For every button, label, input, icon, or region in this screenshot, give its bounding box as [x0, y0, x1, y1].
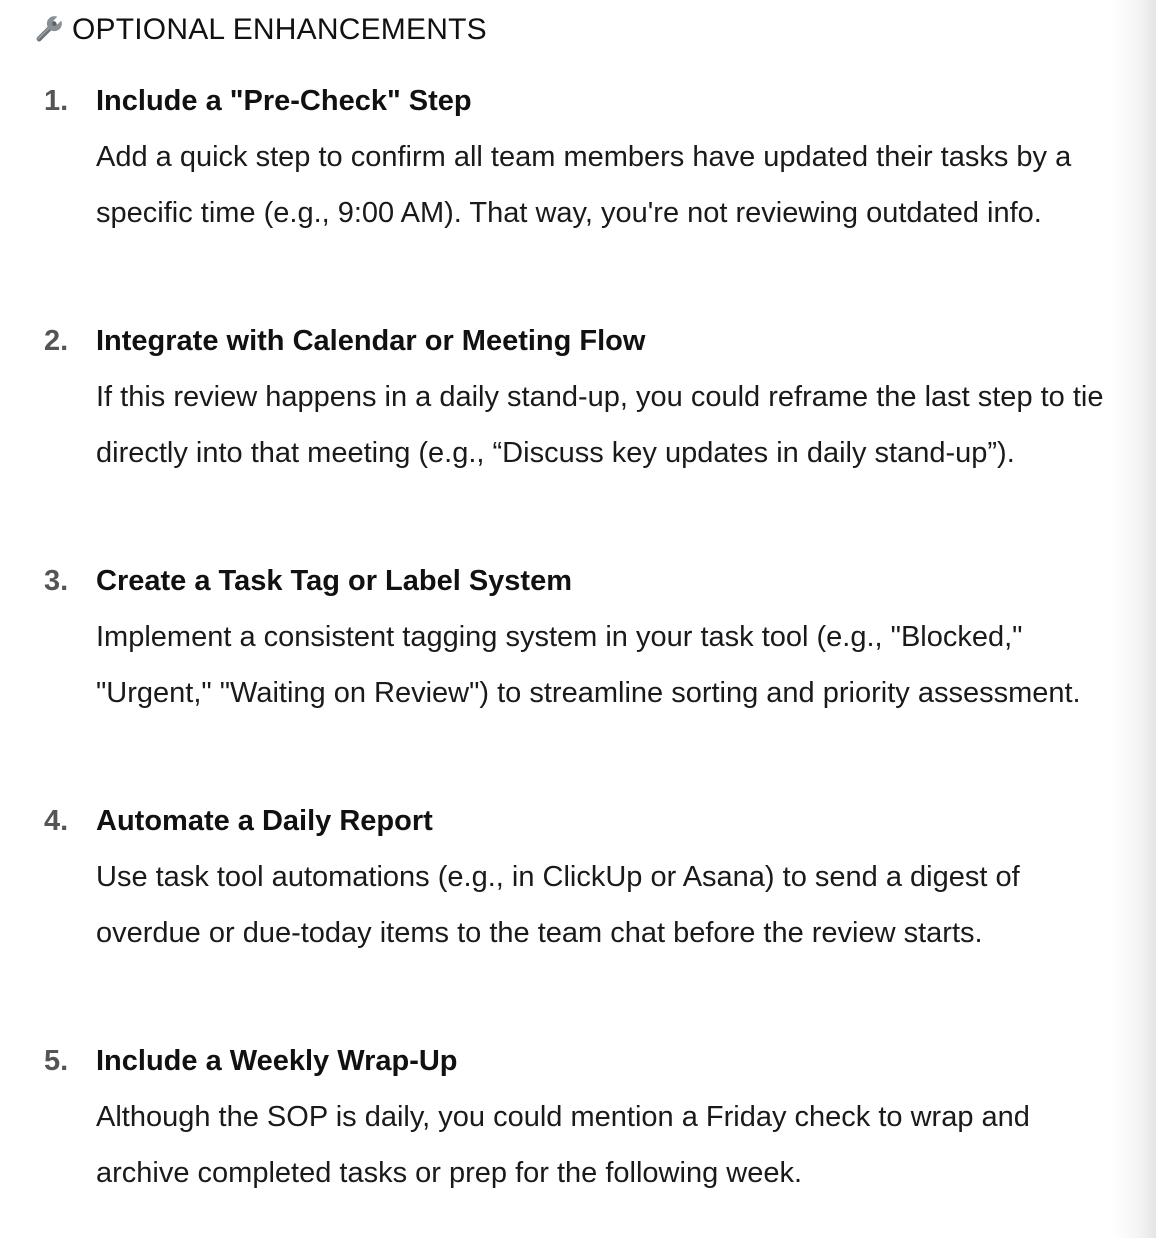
item-description: Add a quick step to confirm all team members have updated their tasks by a specific time (e.g., 9:00 AM). That way, you're not reviewing outdated info.: [96, 141, 1072, 229]
item-number: 5.: [44, 1045, 69, 1077]
item-number: 3.: [44, 565, 69, 597]
item-description: Use task tool automations (e.g., in ClickUp or Asana) to send a digest of overdue or due-today items to the team chat before the review starts.: [96, 861, 1020, 949]
item-number: 4.: [44, 805, 69, 837]
wrench-icon: [30, 12, 66, 48]
item-title: Include a "Pre-Check" Step: [96, 85, 472, 117]
item-description: Although the SOP is daily, you could mention a Friday check to wrap and archive completed tasks or prep for the following week.: [96, 1101, 1030, 1189]
item-title: Automate a Daily Report: [96, 805, 433, 837]
item-number: 2.: [44, 325, 69, 357]
item-description: If this review happens in a daily stand-up, you could reframe the last step to tie directly into that meeting (e.g., “Discuss key updates in daily stand-up”).: [96, 381, 1104, 469]
item-title: Include a Weekly Wrap-Up: [96, 1045, 458, 1077]
section-title: OPTIONAL ENHANCEMENTS: [72, 13, 487, 46]
item-description: Implement a consistent tagging system in your task tool (e.g., "Blocked," "Urgent," "Waiting on Review") to streamline sorting and priority assessment.: [96, 621, 1081, 709]
item-title: Create a Task Tag or Label System: [96, 565, 573, 597]
item-title: Integrate with Calendar or Meeting Flow: [96, 325, 646, 357]
section-heading: [30, 8, 487, 52]
item-number: 1.: [44, 85, 69, 117]
